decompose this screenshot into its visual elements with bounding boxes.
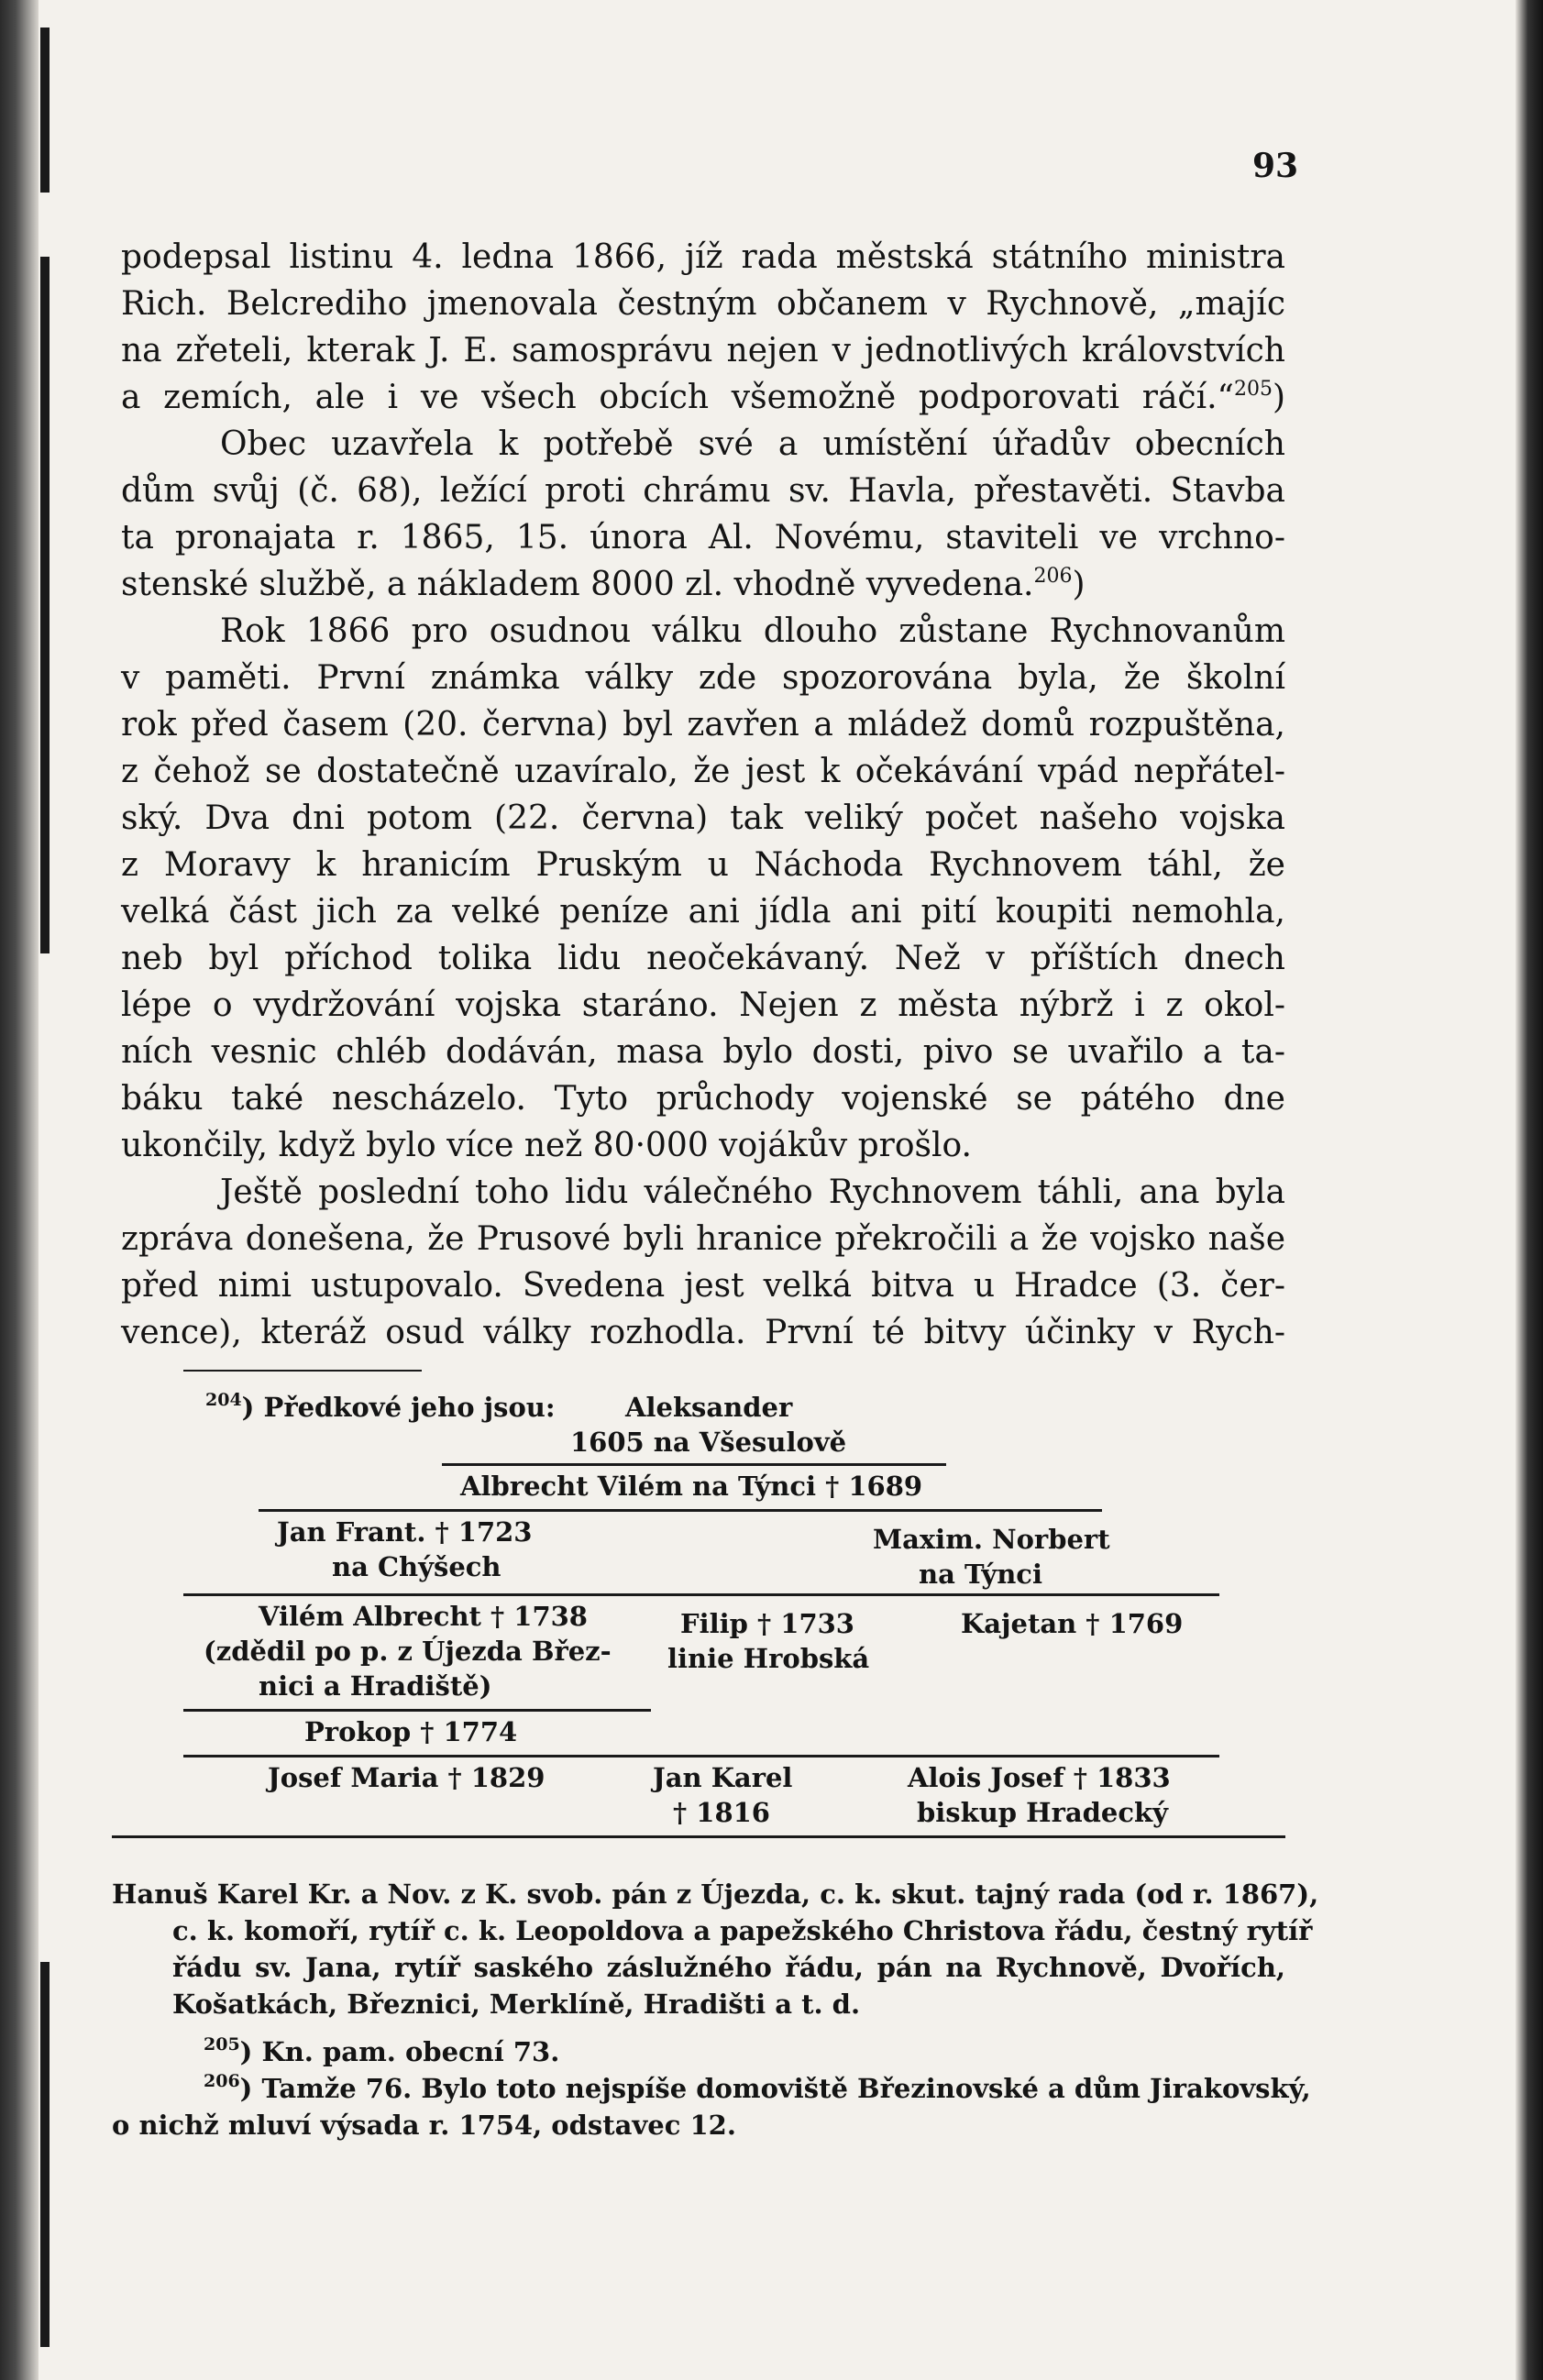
text-line: lépe o vydržování vojska staráno. Nejen z města nýbrž i z okol- xyxy=(121,986,1285,1024)
generation-line xyxy=(183,1755,1219,1757)
ancestor-alois: Alois Josef † 1833 xyxy=(908,1762,1171,1793)
genealogy-intro-text: Předkové jeho jsou: xyxy=(263,1392,556,1423)
ancestor-jan-frant: Jan Frant. † 1723 xyxy=(277,1516,533,1548)
text-line: dům svůj (č. 68), ležící proti chrámu sv. Havla, přestavěti. Stavba xyxy=(121,472,1285,510)
text-line: v paměti. První známka války zde spozorována byla, že školní xyxy=(121,659,1285,697)
ancestor-jan-karel: Jan Karel xyxy=(653,1762,793,1793)
page-right-edge xyxy=(1515,0,1543,2380)
footnote-205 xyxy=(112,2033,1285,2070)
ancestor-aleksander: Aleksander xyxy=(625,1392,793,1423)
generation-line xyxy=(112,1835,1285,1838)
ancestor-albrecht: Albrecht Vilém na Týnci † 1689 xyxy=(460,1471,923,1502)
footnote-ref: 206 xyxy=(1033,565,1073,588)
text-line: ních vesnic chléb dodáván, masa bylo dosti, pivo se uvařilo a ta- xyxy=(121,1033,1285,1071)
footnote-number: 204 xyxy=(205,1390,242,1410)
ancestor-aleksander-detail: 1605 na Všesulově xyxy=(570,1427,847,1458)
genealogy-tree xyxy=(112,1383,1285,1868)
text-line: Ještě poslední toho lidu válečného Rychnovem táhli, ana byla xyxy=(220,1173,1285,1211)
text-line: Rich. Belcrediho jmenovala čestným občanem v Rychnově, „majíc xyxy=(121,285,1285,323)
main-text xyxy=(121,234,1285,1356)
text-line: báku také nescházelo. Tyto průchody vojenské se pátého dne xyxy=(121,1080,1285,1118)
generation-line xyxy=(183,1593,1219,1596)
footnote-line: Hanuš Karel Kr. a Nov. z K. svob. pán z Újezda, c. k. skut. tajný rada (od r. 1867), xyxy=(112,1879,1319,1910)
ancestor-filip: Filip † 1733 xyxy=(680,1608,854,1639)
text-line: z čehož se dostatečně uzavíralo, že jest k očekávání vpád nepřátel- xyxy=(121,753,1285,790)
ancestor-maxim-detail: na Týnci xyxy=(919,1559,1042,1590)
footnote-line: Košatkách, Březnici, Merklíně, Hradišti a t. d. xyxy=(172,1989,861,2020)
footnote-number: 206 xyxy=(204,2071,240,2091)
footnote-line: o nichž mluví výsada r. 1754, odstavec 12. xyxy=(112,2110,736,2141)
footnote-ref-close: ) xyxy=(1072,566,1086,603)
ancestor-kajetan: Kajetan † 1769 xyxy=(961,1608,1184,1639)
text-line: Obec uzavřela k potřebě své a umístění úřadův obecních xyxy=(220,425,1285,463)
text-line: ta pronajata r. 1865, 15. února Al. Novému, staviteli ve vrchno- xyxy=(121,519,1285,556)
ancestor-jan-karel-detail: † 1816 xyxy=(673,1797,770,1828)
text-line-content: stenské službě, a nákladem 8000 zl. vhodně vyvedena. xyxy=(121,566,1034,603)
page-left-edge xyxy=(0,0,39,2380)
text-line: rok před časem (20. června) byl zavřen a mládež domů rozpuštěna, xyxy=(121,706,1285,744)
ancestor-alois-detail: biskup Hradecký xyxy=(917,1797,1168,1828)
footnote-206 xyxy=(112,2070,1311,2107)
footnotes xyxy=(112,1876,1319,2143)
footnote-ref: 205 xyxy=(1233,378,1273,401)
ancestor-prokop: Prokop † 1774 xyxy=(304,1716,518,1747)
text-line: zpráva donešena, že Prusové byli hranice překročili a že vojsko naše xyxy=(121,1220,1285,1258)
ancestor-vilem: Vilém Albrecht † 1738 xyxy=(259,1601,588,1632)
text-line: z Moravy k hranicím Pruským u Náchoda Rychnovem táhl, že xyxy=(121,846,1285,884)
ancestor-maxim: Maxim. Norbert xyxy=(873,1524,1110,1555)
text-line: na zřeteli, kterak J. E. samosprávu nejen v jednotlivých královstvích xyxy=(121,332,1285,369)
footnote-number-close: ) xyxy=(239,2036,253,2067)
text-line xyxy=(121,374,1285,421)
footnote-line: řádu sv. Jana, rytíř saského záslužného řádu, pán na Rychnově, Dvořích, xyxy=(172,1952,1285,1983)
text-line: Rok 1866 pro osudnou válku dlouho zůstane Rychnovanům xyxy=(220,612,1285,650)
text-line: neb byl příchod tolika lidu neočekávaný. Než v příštích dnech xyxy=(121,940,1285,977)
binding-mark xyxy=(40,1962,50,2347)
text-line: vence), kteráž osud války rozhodla. První té bitvy účinky v Rych- xyxy=(121,1314,1285,1351)
generation-line xyxy=(442,1463,946,1466)
text-line-content: a zemích, ale i ve všech obcích všemožně podporovati ráčí.“ xyxy=(121,379,1234,416)
footnote-number-close: ) xyxy=(241,1392,255,1423)
generation-line xyxy=(183,1709,651,1712)
generation-line xyxy=(259,1509,1102,1512)
text-line: velká část jich za velké peníze ani jídla ani pití koupiti nemohla, xyxy=(121,893,1285,931)
binding-mark xyxy=(40,257,50,953)
binding-mark xyxy=(40,28,50,193)
footnote-text: Kn. pam. obecní 73. xyxy=(261,2036,560,2067)
ancestor-josef: Josef Maria † 1829 xyxy=(268,1762,546,1793)
footnote-number: 205 xyxy=(204,2034,240,2055)
genealogy-intro xyxy=(205,1390,556,1425)
text-line xyxy=(121,561,1285,608)
text-line: před nimi ustupovalo. Svedena jest velká bitva u Hradce (3. čer- xyxy=(121,1267,1285,1305)
footnote-line: c. k. komoří, rytíř c. k. Leopoldova a papežského Christova řádu, čestný rytíř xyxy=(172,1915,1313,1946)
footnote-separator xyxy=(183,1370,422,1372)
ancestor-vilem-detail: nici a Hradiště) xyxy=(259,1670,492,1702)
text-line: ský. Dva dni potom (22. června) tak veliký počet našeho vojska xyxy=(121,799,1285,837)
ancestor-jan-frant-detail: na Chýšech xyxy=(332,1551,501,1582)
ancestor-filip-detail: linie Hrobská xyxy=(667,1643,870,1674)
page-number: 93 xyxy=(1252,147,1299,185)
footnote-number-close: ) xyxy=(239,2073,253,2104)
ancestor-vilem-detail: (zdědil po p. z Újezda Břez- xyxy=(204,1636,612,1667)
footnote-ref-close: ) xyxy=(1272,379,1285,416)
footnote-text: Tamže 76. Bylo toto nejspíše domoviště Březinovské a dům Jirakovský, xyxy=(261,2073,1311,2104)
text-line: ukončily, když bylo více než 80·000 vojákův prošlo. xyxy=(121,1127,973,1164)
text-line: podepsal listinu 4. ledna 1866, jíž rada městská státního ministra xyxy=(121,238,1285,276)
